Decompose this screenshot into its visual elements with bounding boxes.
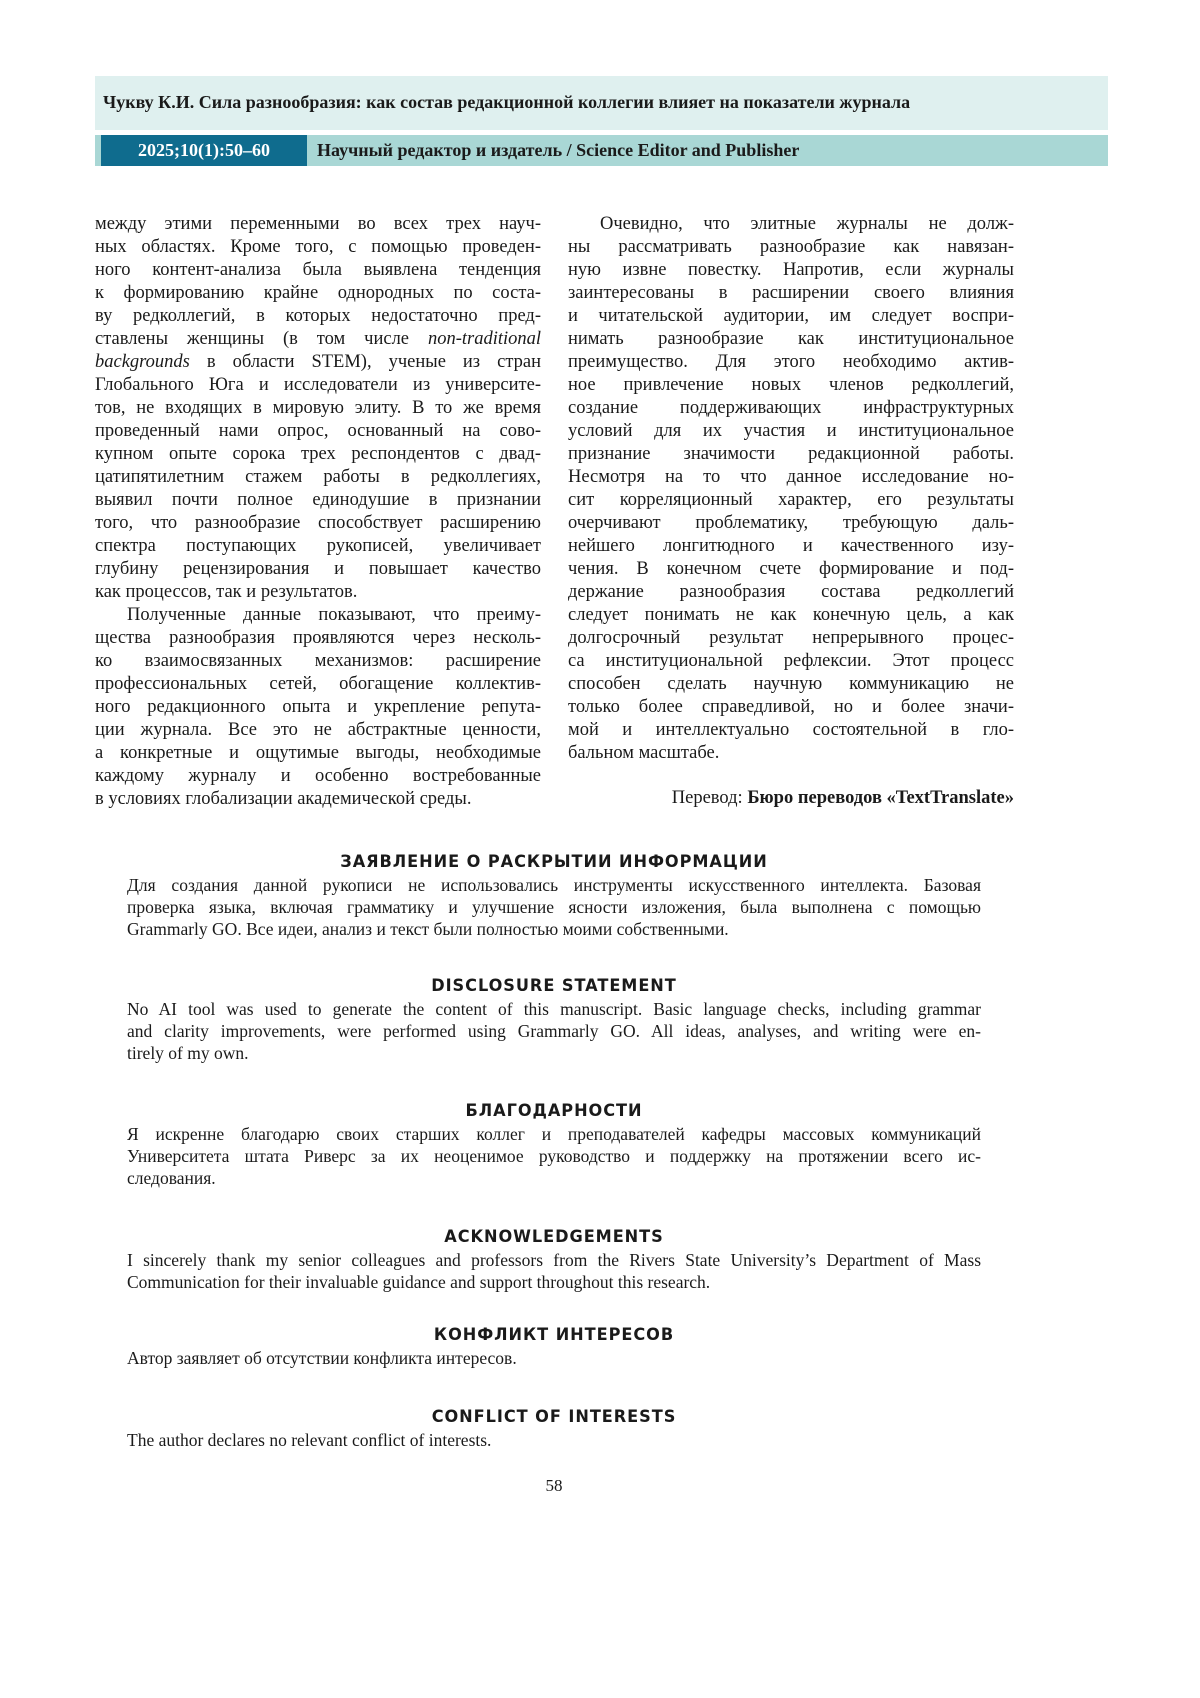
- section-text-line: следования.: [127, 1167, 981, 1189]
- text-segment: в условиях глобализации академической среды.: [95, 789, 472, 809]
- text-line: [95, 351, 541, 374]
- text-line: [95, 742, 541, 765]
- text-line: [568, 558, 1014, 581]
- section-heading: КОНФЛИКТ ИНТЕРЕСОВ: [148, 1323, 959, 1347]
- journal-name: Научный редактор и издатель / Science Editor and Publisher: [317, 135, 799, 166]
- section-text-line: проверка языка, включая грамматику и улучшение ясности изложения, была выполнена с помощью: [127, 896, 981, 918]
- text-column-right: [568, 213, 1014, 765]
- text-segment: чения. В конечном счете формирование и под-: [568, 559, 1014, 579]
- text-segment: ко взаимосвязанных механизмов: расширение: [95, 651, 541, 671]
- section-text-line: Для создания данной рукописи не использовались инструменты искусственного интеллекта. Базовая: [127, 874, 981, 896]
- text-segment: между этими переменными во всех трех науч-: [95, 214, 541, 234]
- text-line: [568, 351, 1014, 374]
- text-line: [95, 213, 541, 236]
- text-line: [95, 236, 541, 259]
- text-line: [95, 673, 541, 696]
- text-segment: условий для их участия и институциональное: [568, 421, 1014, 441]
- text-segment: спектра поступающих рукописей, увеличивает: [95, 536, 541, 556]
- text-line: [568, 489, 1014, 512]
- text-column-left: [95, 213, 541, 811]
- section: [127, 1225, 981, 1293]
- text-segment: ных областях. Кроме того, с помощью проведен-: [95, 237, 541, 257]
- text-segment: ны рассматривать разнообразие как навязан-: [568, 237, 1014, 257]
- text-segment: Полученные данные показывают, что преиму-: [127, 605, 541, 625]
- section-text-line: and clarity improvements, were performed using Grammarly GO. All ideas, analyses, and writing were en-: [127, 1020, 981, 1042]
- section: [127, 1099, 981, 1189]
- text-line: [95, 466, 541, 489]
- text-line: [95, 282, 541, 305]
- text-segment: тов, не входящих в мировую элиту. В то же время: [95, 398, 541, 418]
- text-line: [95, 489, 541, 512]
- section-text-line: I sincerely thank my senior colleagues and professors from the Rivers State University’s Department of Mass: [127, 1249, 981, 1271]
- text-line: [568, 282, 1014, 305]
- text-segment: выявил почти полное единодушие в признании: [95, 490, 541, 510]
- text-line: [95, 397, 541, 420]
- text-segment: держание разнообразия состава редколлегий: [568, 582, 1014, 602]
- text-line: [568, 374, 1014, 397]
- text-segment: проведенный нами опрос, основанный на сово-: [95, 421, 541, 441]
- text-line: [95, 305, 541, 328]
- text-segment: профессиональных сетей, обогащение коллектив-: [95, 674, 541, 694]
- text-line: [568, 259, 1014, 282]
- text-line: [95, 443, 541, 466]
- text-line: [95, 604, 541, 627]
- section-text-line: No AI tool was used to generate the content of this manuscript. Basic language checks, including grammar: [127, 998, 981, 1020]
- text-line: [95, 627, 541, 650]
- text-segment: а конкретные и ощутимые выгоды, необходимые: [95, 743, 541, 763]
- document-page: [0, 0, 1200, 1698]
- section: [127, 974, 981, 1064]
- section: [127, 850, 981, 940]
- text-line: [95, 259, 541, 282]
- section-heading: DISCLOSURE STATEMENT: [148, 974, 959, 998]
- text-segment: преимущество. Для этого необходимо актив-: [568, 352, 1014, 372]
- text-line: [568, 443, 1014, 466]
- text-segment: каждому журналу и особенно востребованные: [95, 766, 541, 786]
- section: [127, 1323, 981, 1369]
- text-segment: сит корреляционный характер, его результаты: [568, 490, 1014, 510]
- section-heading: БЛАГОДАРНОСТИ: [148, 1099, 959, 1123]
- italic-term: backgrounds: [95, 352, 190, 372]
- text-line: [95, 581, 541, 604]
- page-number: 58: [0, 1476, 1108, 1496]
- text-line: [95, 535, 541, 558]
- section-text-line: Университета штата Риверс за их неоценимое руководство и поддержку на протяжении всего ис-: [127, 1145, 981, 1167]
- text-line: [95, 650, 541, 673]
- text-segment: са институциональной рефлексии. Этот процесс: [568, 651, 1014, 671]
- text-segment: цатипятилетним стажем работы в редколлегиях,: [95, 467, 541, 487]
- text-line: [95, 374, 541, 397]
- text-segment: глубину рецензирования и повышает качество: [95, 559, 541, 579]
- text-segment: к формированию крайне однородных по соста-: [95, 283, 541, 303]
- text-segment: способен сделать научную коммуникацию не: [568, 674, 1014, 694]
- text-line: [568, 604, 1014, 627]
- text-segment: мой и интеллектуально состоятельной в гло-: [568, 720, 1014, 740]
- text-segment: очерчивают проблематику, требующую даль-: [568, 513, 1014, 533]
- text-segment: ции журнала. Все это не абстрактные ценности,: [95, 720, 541, 740]
- section-text-line: tirely of my own.: [127, 1042, 981, 1064]
- translator-name: Бюро переводов «TextTranslate»: [747, 788, 1014, 808]
- section-heading: ЗАЯВЛЕНИЕ О РАСКРЫТИИ ИНФОРМАЦИИ: [148, 850, 959, 874]
- text-line: [568, 696, 1014, 719]
- text-line: [568, 650, 1014, 673]
- text-line: [568, 719, 1014, 742]
- text-line: [568, 328, 1014, 351]
- text-line: [95, 420, 541, 443]
- text-line: [568, 512, 1014, 535]
- text-line: [95, 328, 541, 351]
- running-title: Чукву К.И. Сила разнообразия: как состав редакционной коллегии влияет на показатели журнала: [103, 92, 910, 113]
- text-line: [568, 535, 1014, 558]
- text-line: [568, 420, 1014, 443]
- section-text-line: Grammarly GO. Все идеи, анализ и текст были полностью моими собственными.: [127, 918, 981, 940]
- volume-issue: 2025;10(1):50–60: [101, 135, 307, 166]
- text-segment: ву редколлегий, в которых недостаточно пред-: [95, 306, 541, 326]
- text-line: [568, 742, 1014, 765]
- text-segment: бальном масштабе.: [568, 743, 719, 763]
- text-line: [95, 765, 541, 788]
- text-segment: только более справедливой, но и более значи-: [568, 697, 1014, 717]
- text-line: [568, 213, 1014, 236]
- text-segment: и читательской аудитории, им следует воспри-: [568, 306, 1014, 326]
- text-line: [568, 673, 1014, 696]
- text-segment: купном опыте сорока трех респондентов с двад-: [95, 444, 541, 464]
- text-line: [95, 512, 541, 535]
- journal-band: [95, 135, 1108, 166]
- section-heading: CONFLICT OF INTERESTS: [148, 1405, 959, 1429]
- text-line: [95, 696, 541, 719]
- text-segment: долгосрочный результат непрерывного процес-: [568, 628, 1014, 648]
- text-segment: создание поддерживающих инфраструктурных: [568, 398, 1014, 418]
- text-line: [95, 719, 541, 742]
- text-segment: ставлены женщины (в том числе: [95, 329, 428, 349]
- section-text-line: Автор заявляет об отсутствии конфликта интересов.: [127, 1347, 981, 1369]
- text-segment: нейшего лонгитюдного и качественного изу-: [568, 536, 1014, 556]
- text-segment: ное привлечение новых членов редколлегий,: [568, 375, 1014, 395]
- text-segment: того, что разнообразие способствует расширению: [95, 513, 541, 533]
- text-line: [568, 397, 1014, 420]
- italic-term: non-traditional: [428, 329, 541, 349]
- section: [127, 1405, 981, 1451]
- text-line: [568, 581, 1014, 604]
- text-segment: ную извне повестку. Напротив, если журналы: [568, 260, 1014, 280]
- section-text-line: Communication for their invaluable guidance and support throughout this research.: [127, 1271, 981, 1293]
- section-heading: ACKNOWLEDGEMENTS: [148, 1225, 959, 1249]
- text-line: [568, 627, 1014, 650]
- translation-credit: [568, 788, 1014, 809]
- text-segment: как процессов, так и результатов.: [95, 582, 357, 602]
- text-segment: признание значимости редакционной работы.: [568, 444, 1014, 464]
- text-segment: Очевидно, что элитные журналы не долж-: [600, 214, 1014, 234]
- text-line: [95, 558, 541, 581]
- running-title-band: [95, 76, 1108, 130]
- text-segment: следует понимать не как конечную цель, а как: [568, 605, 1014, 625]
- text-segment: ного контент-анализа была выявлена тенденция: [95, 260, 541, 280]
- text-line: [95, 788, 541, 811]
- text-segment: Несмотря на то что данное исследование но-: [568, 467, 1014, 487]
- text-line: [568, 305, 1014, 328]
- text-line: [568, 236, 1014, 259]
- text-segment: в области STEM), ученые из стран: [190, 352, 541, 372]
- section-text-line: Я искренне благодарю своих старших коллег и преподавателей кафедры массовых коммуникаций: [127, 1123, 981, 1145]
- text-line: [568, 466, 1014, 489]
- text-segment: заинтересованы в расширении своего влияния: [568, 283, 1014, 303]
- text-segment: Глобального Юга и исследователи из университе-: [95, 375, 541, 395]
- text-segment: щества разнообразия проявляются через несколь-: [95, 628, 541, 648]
- section-text-line: The author declares no relevant conflict of interests.: [127, 1429, 981, 1451]
- text-segment: ного редакционного опыта и укрепление репута-: [95, 697, 541, 717]
- translation-label: Перевод:: [672, 788, 748, 808]
- text-segment: нимать разнообразие как институциональное: [568, 329, 1014, 349]
